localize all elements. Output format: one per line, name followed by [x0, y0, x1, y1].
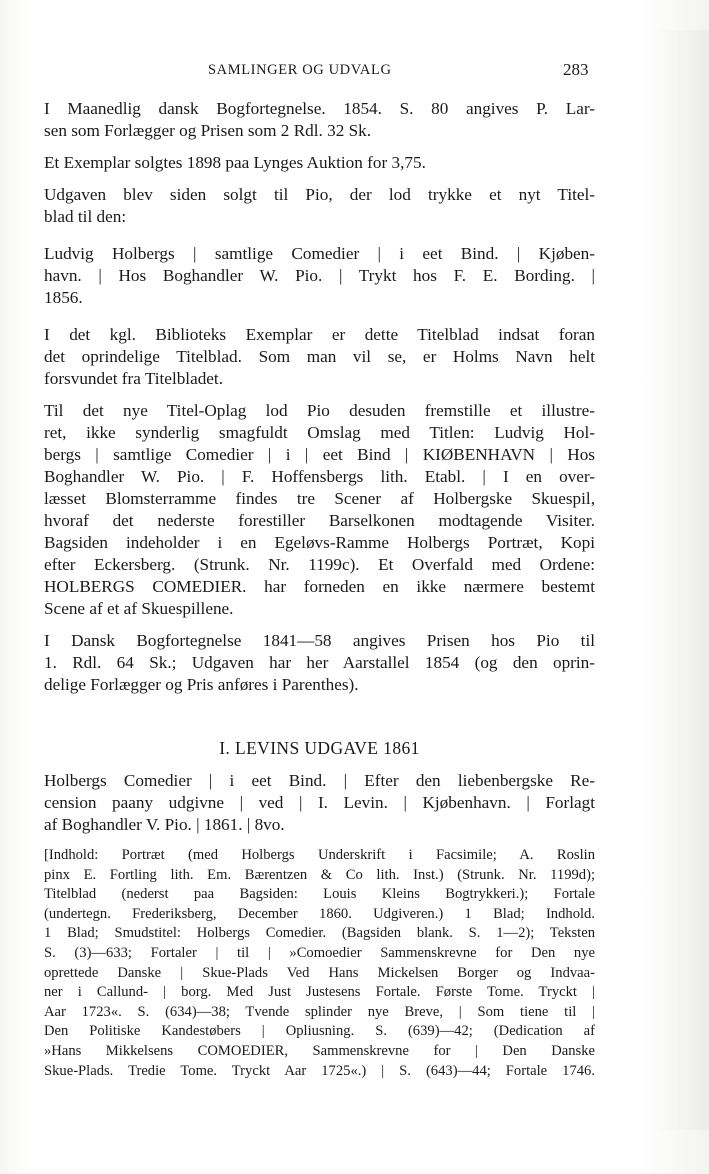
- title-line: af Boghandler V. Pio. | 1861. | 8vo.: [44, 815, 285, 834]
- body-line: 1. Rdl. 64 Sk.; Udgaven har her Aarstallel 1854 (og den oprin-: [44, 653, 595, 672]
- contents-note: [44, 842, 595, 1081]
- note-line: 1 Blad; Smudstitel: Holbergs Comedier. (Bagsiden blank. S. 1—2); Teksten: [44, 925, 595, 942]
- body-line: delige Forlægger og Pris anføres i Parenthes).: [44, 675, 359, 694]
- body-line: sen som Forlægger og Prisen som 2 Rdl. 32 Sk.: [44, 121, 372, 140]
- body-line: I Maanedlig dansk Bogfortegnelse. 1854. S. 80 angives P. Lar-: [44, 99, 595, 118]
- note-line: (undertegn. Frederiksberg, December 1860. Udgiveren.) 1 Blad; Indhold.: [44, 905, 595, 922]
- running-title: SAMLINGER OG UDVALG: [208, 62, 392, 78]
- note-line: S. (3)—633; Fortaler | til | »Comoedier Sammenskrevne for Den nye: [44, 944, 595, 961]
- note-line: oprettede Danske | Skue-Plads Ved Hans Mickelsen Borger og Indvaa-: [44, 964, 595, 981]
- title-line: Holbergs Comedier | i eet Bind. | Efter den liebenbergske Re-: [44, 771, 595, 790]
- note-line: ner i Callund- | borg. Med Just Justesens Fortale. Første Tome. Tryckt |: [44, 984, 595, 1001]
- running-head: [0, 62, 709, 86]
- section-heading: I. LEVINS UDGAVE 1861: [219, 738, 420, 758]
- body-line: det oprindelige Titelblad. Som man vil se, er Holms Navn helt: [44, 347, 595, 366]
- body-line: hvoraf det nederste forestiller Barselkonen modtagende Visiter.: [44, 511, 595, 530]
- body-line: Scene af et af Skuespillene.: [44, 599, 234, 618]
- note-line: Den Politiske Kandestøbers | Opliusning. S. (639)—42; (Dedication af: [44, 1023, 595, 1040]
- body-line: Til det nye Titel-Oplag lod Pio desuden fremstille et illustre-: [44, 401, 595, 420]
- body-line: Udgaven blev siden solgt til Pio, der lod trykke et nyt Titel-: [44, 185, 595, 204]
- body-line: Et Exemplar solgtes 1898 paa Lynges Auktion for 3,75.: [44, 153, 426, 172]
- body-line: Boghandler W. Pio. | F. Hoffensbergs lith. Etabl. | I en over-: [44, 467, 595, 486]
- note-line: Skue-Plads. Tredie Tome. Tryckt Aar 1725«.) | S. (643)—44; Fortale 1746.: [44, 1062, 595, 1079]
- body-line: 1856.: [44, 288, 83, 307]
- body-line: Bagsiden indeholder i en Egeløvs-Ramme Holbergs Portræt, Kopi: [44, 533, 595, 552]
- body-line: bergs | samtlige Comedier | i | eet Bind | KIØBENHAVN | Hos: [44, 445, 595, 464]
- page-number: 283: [563, 60, 589, 79]
- note-line: Aar 1723«. S. (634)—38; Tvende splinder nye Breve, | Som tiene til |: [44, 1003, 595, 1020]
- body-line: ret, ikke synderlig smagfuldt Omslag med Titlen: Ludvig Hol-: [44, 423, 595, 442]
- body-line: forsvundet fra Titelbladet.: [44, 369, 224, 388]
- body-line: læsset Blomsterramme findes tre Scener af Holbergske Skuespil,: [44, 489, 595, 508]
- main-text: [44, 98, 595, 1081]
- body-line: I det kgl. Biblioteks Exemplar er dette Titelblad indsat foran: [44, 325, 595, 344]
- body-line: I Dansk Bogfortegnelse 1841—58 angives Prisen hos Pio til: [44, 631, 595, 650]
- scan-edge-shadow: [650, 30, 709, 1130]
- body-line: HOLBERGS COMEDIER. har forneden en ikke nærmere bestemt: [44, 577, 595, 596]
- body-line: Ludvig Holbergs | samtlige Comedier | i eet Bind. | Kjøben-: [44, 244, 595, 263]
- note-line: [Indhold: Portræt (med Holbergs Underskrift i Facsimile; A. Roslin: [44, 847, 595, 863]
- body-line: efter Eckersberg. (Strunk. Nr. 1199c). Et Overfald med Ordene:: [44, 555, 595, 574]
- note-line: »Hans Mikkelsens COMOEDIER, Sammenskrevne for | Den Danske: [44, 1042, 595, 1059]
- body-line: blad til den:: [44, 207, 127, 226]
- note-line: pinx E. Fortling lith. Em. Bærentzen & Co lith. Inst.) (Strunk. Nr. 1199d);: [44, 866, 595, 883]
- note-line: Titelblad (nederst paa Bagsiden: Louis Kleins Bogtrykkeri.); Fortale: [44, 886, 595, 903]
- title-line: cension paany udgivne | ved | I. Levin. | Kjøbenhavn. | Forlagt: [44, 793, 595, 812]
- body-line: havn. | Hos Boghandler W. Pio. | Trykt hos F. E. Bording. |: [44, 266, 595, 285]
